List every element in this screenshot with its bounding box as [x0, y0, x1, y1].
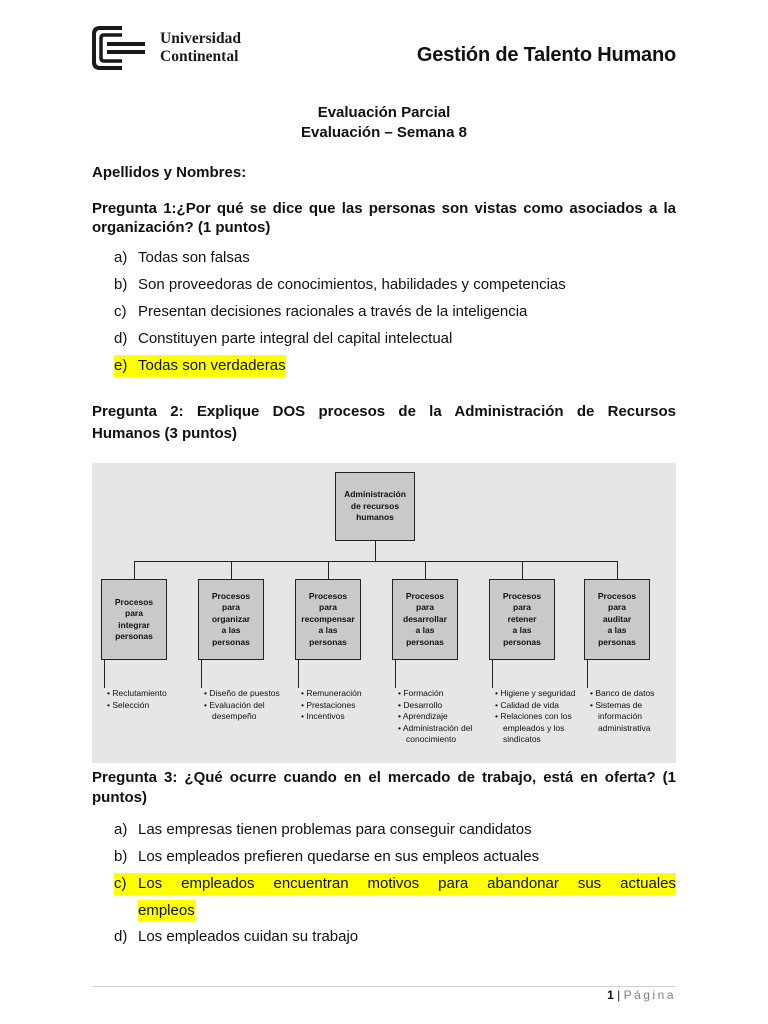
process-box-line: a las: [318, 625, 338, 636]
connector: [298, 660, 299, 688]
connector: [492, 660, 493, 688]
process-box-line: Procesos: [597, 590, 637, 601]
process-box: [198, 579, 264, 660]
connector: [201, 660, 202, 688]
process-box-line: Procesos: [405, 590, 445, 601]
question-2-line2: Humanos (3 puntos): [92, 425, 237, 442]
q3-option-c-highlighted: c) Los empleados encuentran motivos para abandonar sus actuales: [114, 873, 676, 895]
process-box-line: para: [319, 602, 337, 613]
process-box-line: para: [608, 602, 626, 613]
process-box-line: a las: [221, 625, 241, 636]
process-bullets: [590, 688, 680, 734]
q3-option-d: d) Los empleados cuidan su trabajo: [114, 928, 359, 945]
process-bullets: [301, 688, 391, 723]
question-3-line1: Pregunta 3: ¿Qué ocurre cuando en el mercado de trabajo, está en oferta? (1: [92, 769, 676, 786]
process-bullets: [204, 688, 294, 723]
process-box-line: personas: [598, 636, 636, 647]
process-box-line: para: [513, 602, 531, 613]
process-box-line: Procesos: [308, 590, 348, 601]
process-bullets: [495, 688, 585, 746]
process-bullet-item: • Aprendizaje: [398, 711, 448, 721]
q1-option-d: d) Constituyen parte integral del capital intelectual: [114, 330, 453, 347]
process-box-line: retener: [507, 613, 537, 624]
process-bullet-item: • Sistemas de información administrativa: [590, 699, 651, 733]
process-box-line: Procesos: [502, 590, 542, 601]
connector: [134, 561, 135, 579]
root-line: de recursos: [350, 500, 400, 511]
page-footer: [607, 988, 676, 1002]
process-box-line: a las: [512, 625, 532, 636]
connector: [375, 541, 376, 561]
process-bullet-item: • Selección: [107, 699, 150, 710]
name-label: Apellidos y Nombres:: [92, 164, 247, 181]
process-bullet-item: • Evaluación del desempeño: [204, 699, 265, 721]
connector: [617, 561, 618, 579]
process-bullets: [398, 688, 488, 746]
connector: [134, 561, 617, 562]
process-bullet-item: • Relaciones con los empleados y los sindicatos: [495, 711, 572, 744]
connector: [587, 660, 588, 688]
root-box: [335, 472, 415, 541]
q1-option-e-highlighted: e) Todas son verdaderas: [114, 355, 286, 377]
process-box-line: personas: [406, 636, 444, 647]
process-box-line: organizar: [211, 613, 251, 624]
process-box: [584, 579, 650, 660]
process-box-line: Procesos: [211, 590, 251, 601]
root-line: Administración: [344, 489, 406, 500]
process-box-line: recompensar: [301, 613, 355, 624]
process-box-line: para: [416, 602, 434, 613]
question-1-line2: organización? (1 puntos): [92, 219, 271, 236]
question-3-line2: puntos): [92, 789, 147, 806]
process-bullet-item: • Reclutamiento: [107, 688, 167, 698]
process-box-line: personas: [503, 636, 541, 647]
process-bullets: [107, 688, 197, 711]
process-bullet-item: • Desarrollo: [398, 699, 443, 710]
q1-option-c: c) Presentan decisiones racionales a través de la inteligencia: [114, 303, 528, 320]
footer-divider: [92, 986, 676, 987]
course-title: Gestión de Talento Humano: [416, 44, 676, 66]
process-box-line: Procesos: [114, 596, 154, 607]
page-number: 1: [607, 988, 614, 1002]
process-box-line: para: [222, 602, 240, 613]
question-2-line1: Pregunta 2: Explique DOS procesos de la Administración de Recursos: [92, 403, 676, 420]
process-box: [295, 579, 361, 660]
process-bullet-item: • Incentivos: [301, 711, 345, 721]
process-box-line: a las: [415, 625, 435, 636]
process-box-line: desarrollar: [403, 613, 447, 624]
process-box-line: a las: [607, 625, 627, 636]
connector: [231, 561, 232, 579]
question-1-line1: Pregunta 1:¿Por qué se dice que las personas son vistas como asociados a la: [92, 200, 676, 217]
university-name-line1: Universidad: [160, 30, 241, 47]
exam-title: Evaluación Parcial: [317, 104, 451, 121]
process-box-line: integrar: [118, 619, 150, 630]
process-box: [489, 579, 555, 660]
process-box: [392, 579, 458, 660]
connector: [522, 561, 523, 579]
connector: [104, 660, 105, 688]
process-box-line: auditar: [602, 613, 632, 624]
process-box-line: personas: [309, 636, 347, 647]
process-box-line: para: [125, 608, 143, 618]
process-box-line: personas: [115, 631, 153, 641]
process-bullet-item: • Calidad de vida: [495, 699, 559, 710]
process-bullet-item: • Administración del conocimiento: [398, 722, 473, 744]
connector: [395, 660, 396, 688]
connector: [425, 561, 426, 579]
process-bullet-item: • Prestaciones: [301, 699, 356, 710]
q3-option-a: a) Las empresas tienen problemas para conseguir candidatos: [114, 821, 532, 838]
root-line: humanos: [356, 512, 394, 523]
process-bullet-item: • Formación: [398, 688, 444, 698]
connector: [328, 561, 329, 579]
q1-option-b: b) Son proveedoras de conocimientos, habilidades y competencias: [114, 276, 566, 293]
university-name-line2: Continental: [160, 48, 239, 65]
process-bullet-item: • Diseño de puestos: [204, 688, 280, 698]
process-box-line: personas: [212, 636, 250, 647]
exam-subtitle: Evaluación – Semana 8: [301, 124, 467, 141]
process-bullet-item: • Banco de datos: [590, 688, 655, 698]
q1-option-a: a) Todas son falsas: [114, 249, 250, 266]
process-box: [101, 579, 167, 660]
q3-option-b: b) Los empleados prefieren quedarse en sus empleos actuales: [114, 848, 540, 865]
footer-separator: |: [613, 988, 624, 1002]
page-word: Página: [623, 988, 676, 1002]
hr-processes-diagram: [92, 463, 676, 763]
process-bullet-item: • Higiene y seguridad: [495, 688, 576, 698]
q3-option-c-continuation: empleos: [138, 900, 195, 922]
process-bullet-item: • Remuneración: [301, 688, 362, 698]
university-logo: [92, 26, 152, 70]
